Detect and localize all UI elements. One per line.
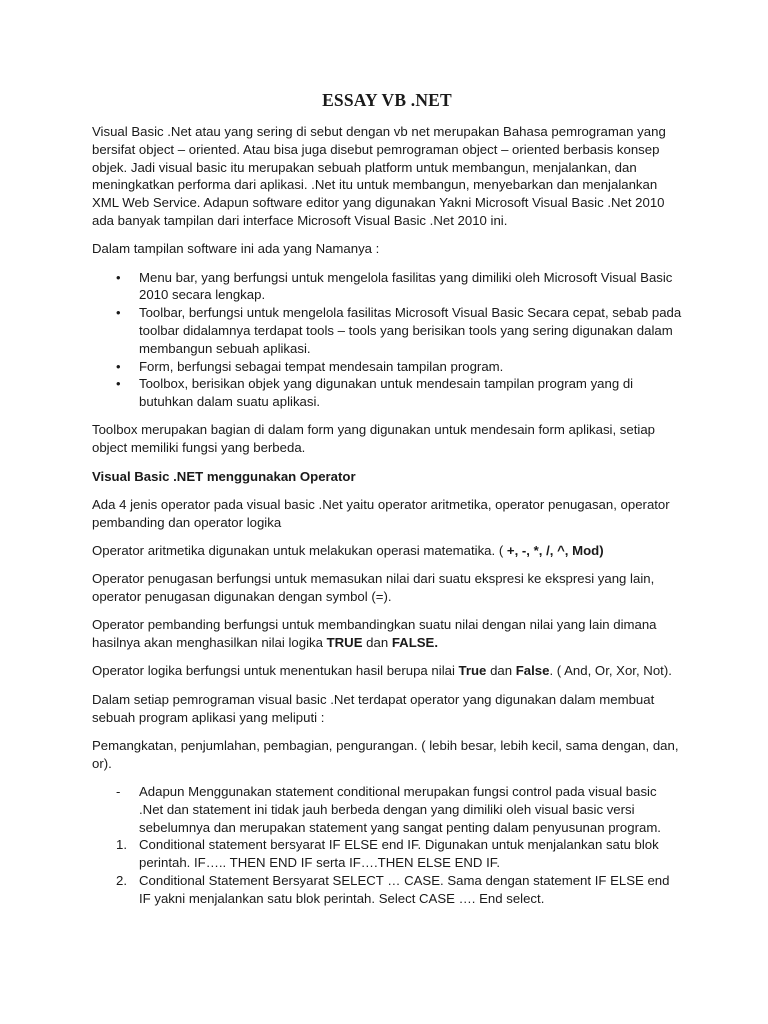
list-item bbox=[92, 304, 682, 357]
bullet-icon: • bbox=[116, 358, 121, 374]
number-marker: 2. bbox=[116, 872, 127, 888]
list-item bbox=[92, 269, 682, 305]
step-text: Conditional statement bersyarat IF ELSE end IF. Digunakan untuk menjalankan satu blok perintah. IF….. THEN END IF serta IF….THEN ELSE END IF. bbox=[139, 837, 659, 871]
step-text: Adapun Menggunakan statement conditional merupakan fungsi control pada visual basic .Net dan statement ini tidak jauh berbeda dengan yang dimiliki oleh visual basic versi sebelumnya dan merupakan statement yang sangat penting dalam penyusunan program. bbox=[139, 783, 661, 835]
operator-types-paragraph: Ada 4 jenis operator pada visual basic .Net yaitu operator aritmetika, operator penugasan, operator pembanding dan operator logika bbox=[92, 496, 670, 530]
list-item bbox=[92, 783, 682, 836]
document-page bbox=[92, 88, 682, 918]
list-item bbox=[92, 872, 682, 908]
bullet-text: Form, berfungsi sebagai tempat mendesain tampilan program. bbox=[139, 358, 504, 374]
list-item bbox=[92, 836, 682, 872]
list-item bbox=[92, 375, 682, 411]
logic-paragraph bbox=[92, 662, 682, 680]
logic-true: True bbox=[458, 663, 487, 679]
dash-marker: - bbox=[116, 783, 121, 799]
logic-text: Operator logika berfungsi untuk menentukan hasil berupa nilai bbox=[92, 663, 459, 679]
comparison-true: TRUE bbox=[326, 635, 363, 651]
operator-heading: Visual Basic .NET menggunakan Operator bbox=[92, 468, 356, 484]
intro-paragraph: Visual Basic .Net atau yang sering di sebut dengan vb net merupakan Bahasa pemrograman yang bersifat object – oriented. Atau bisa juga disebut pemrograman object – oriented berbasis konsep objek. Jadi visual basic itu merupakan sebuah platform untuk membangun, menjalankan, dan meningkatkan performa dari aplikasi. .Net itu untuk membangun, menyebarkan dan menjalankan XML Web Service. Adapun software editor yang digunakan Yakni Microsoft Visual Basic .Net 2010 ada banyak tampilan dari interface Microsoft Visual Basic .Net 2010 ini. bbox=[92, 124, 666, 228]
toolbox-paragraph: Toolbox merupakan bagian di dalam form yang digunakan untuk mendesain form aplikasi, setiap object memiliki fungsi yang berbeda. bbox=[92, 422, 655, 456]
comparison-and: dan bbox=[362, 635, 392, 651]
arithmetic-text: Operator aritmetika digunakan untuk melakukan operasi matematika. ( bbox=[92, 542, 507, 558]
bullet-icon: • bbox=[116, 305, 121, 321]
arithmetic-operators: +, -, *, /, ^, Mod) bbox=[506, 542, 604, 558]
program-paragraph: Dalam setiap pemrograman visual basic .Net terdapat operator yang digunakan dalam membuat sebuah program aplikasi yang meliputi : bbox=[92, 691, 655, 725]
bullet-icon: • bbox=[116, 269, 121, 285]
number-marker: 1. bbox=[116, 837, 127, 853]
bullet-text: Toolbox, berisikan objek yang digunakan untuk mendesain tampilan program yang di butuhkan dalam suatu aplikasi. bbox=[139, 376, 634, 410]
operations-paragraph: Pemangkatan, penjumlahan, pembagian, pengurangan. ( lebih besar, lebih kecil, sama dengan, dan, or). bbox=[92, 737, 679, 771]
list-item bbox=[92, 358, 682, 376]
conditional-steps-list bbox=[92, 783, 682, 908]
comparison-false: FALSE. bbox=[391, 635, 439, 651]
logic-false: False bbox=[515, 663, 550, 679]
step-text: Conditional Statement Bersyarat SELECT … CASE. Sama dengan statement IF ELSE end IF yakni menjalankan satu blok perintah. Select CASE …. End select. bbox=[139, 872, 670, 906]
bullet-text: Menu bar, yang berfungsi untuk mengelola fasilitas yang dimiliki oleh Microsoft Visual Basic 2010 secara lengkap. bbox=[139, 269, 673, 303]
comparison-text: Operator pembanding berfungsi untuk membandingkan suatu nilai dengan nilai yang lain dimana hasilnya akan menghasilkan nilai logika bbox=[92, 617, 657, 651]
display-intro-paragraph: Dalam tampilan software ini ada yang Namanya : bbox=[92, 241, 380, 257]
arithmetic-paragraph bbox=[92, 542, 682, 560]
feature-bullet-list bbox=[92, 269, 682, 411]
document-title: ESSAY VB .NET bbox=[322, 90, 452, 110]
logic-and: dan bbox=[486, 663, 516, 679]
assignment-paragraph: Operator penugasan berfungsi untuk memasukan nilai dari suatu ekspresi ke ekspresi yang lain, operator penugasan digunakan dengan symbol (=). bbox=[92, 571, 655, 605]
comparison-paragraph bbox=[92, 616, 682, 652]
logic-rest: . ( And, Or, Xor, Not). bbox=[549, 663, 672, 679]
bullet-icon: • bbox=[116, 376, 121, 392]
bullet-text: Toolbar, berfungsi untuk mengelola fasilitas Microsoft Visual Basic Secara cepat, sebab pada toolbar didalamnya terdapat tools – tools yang berisikan tools yang sering digunakan dalam membangun sebuah aplikasi. bbox=[139, 305, 682, 356]
